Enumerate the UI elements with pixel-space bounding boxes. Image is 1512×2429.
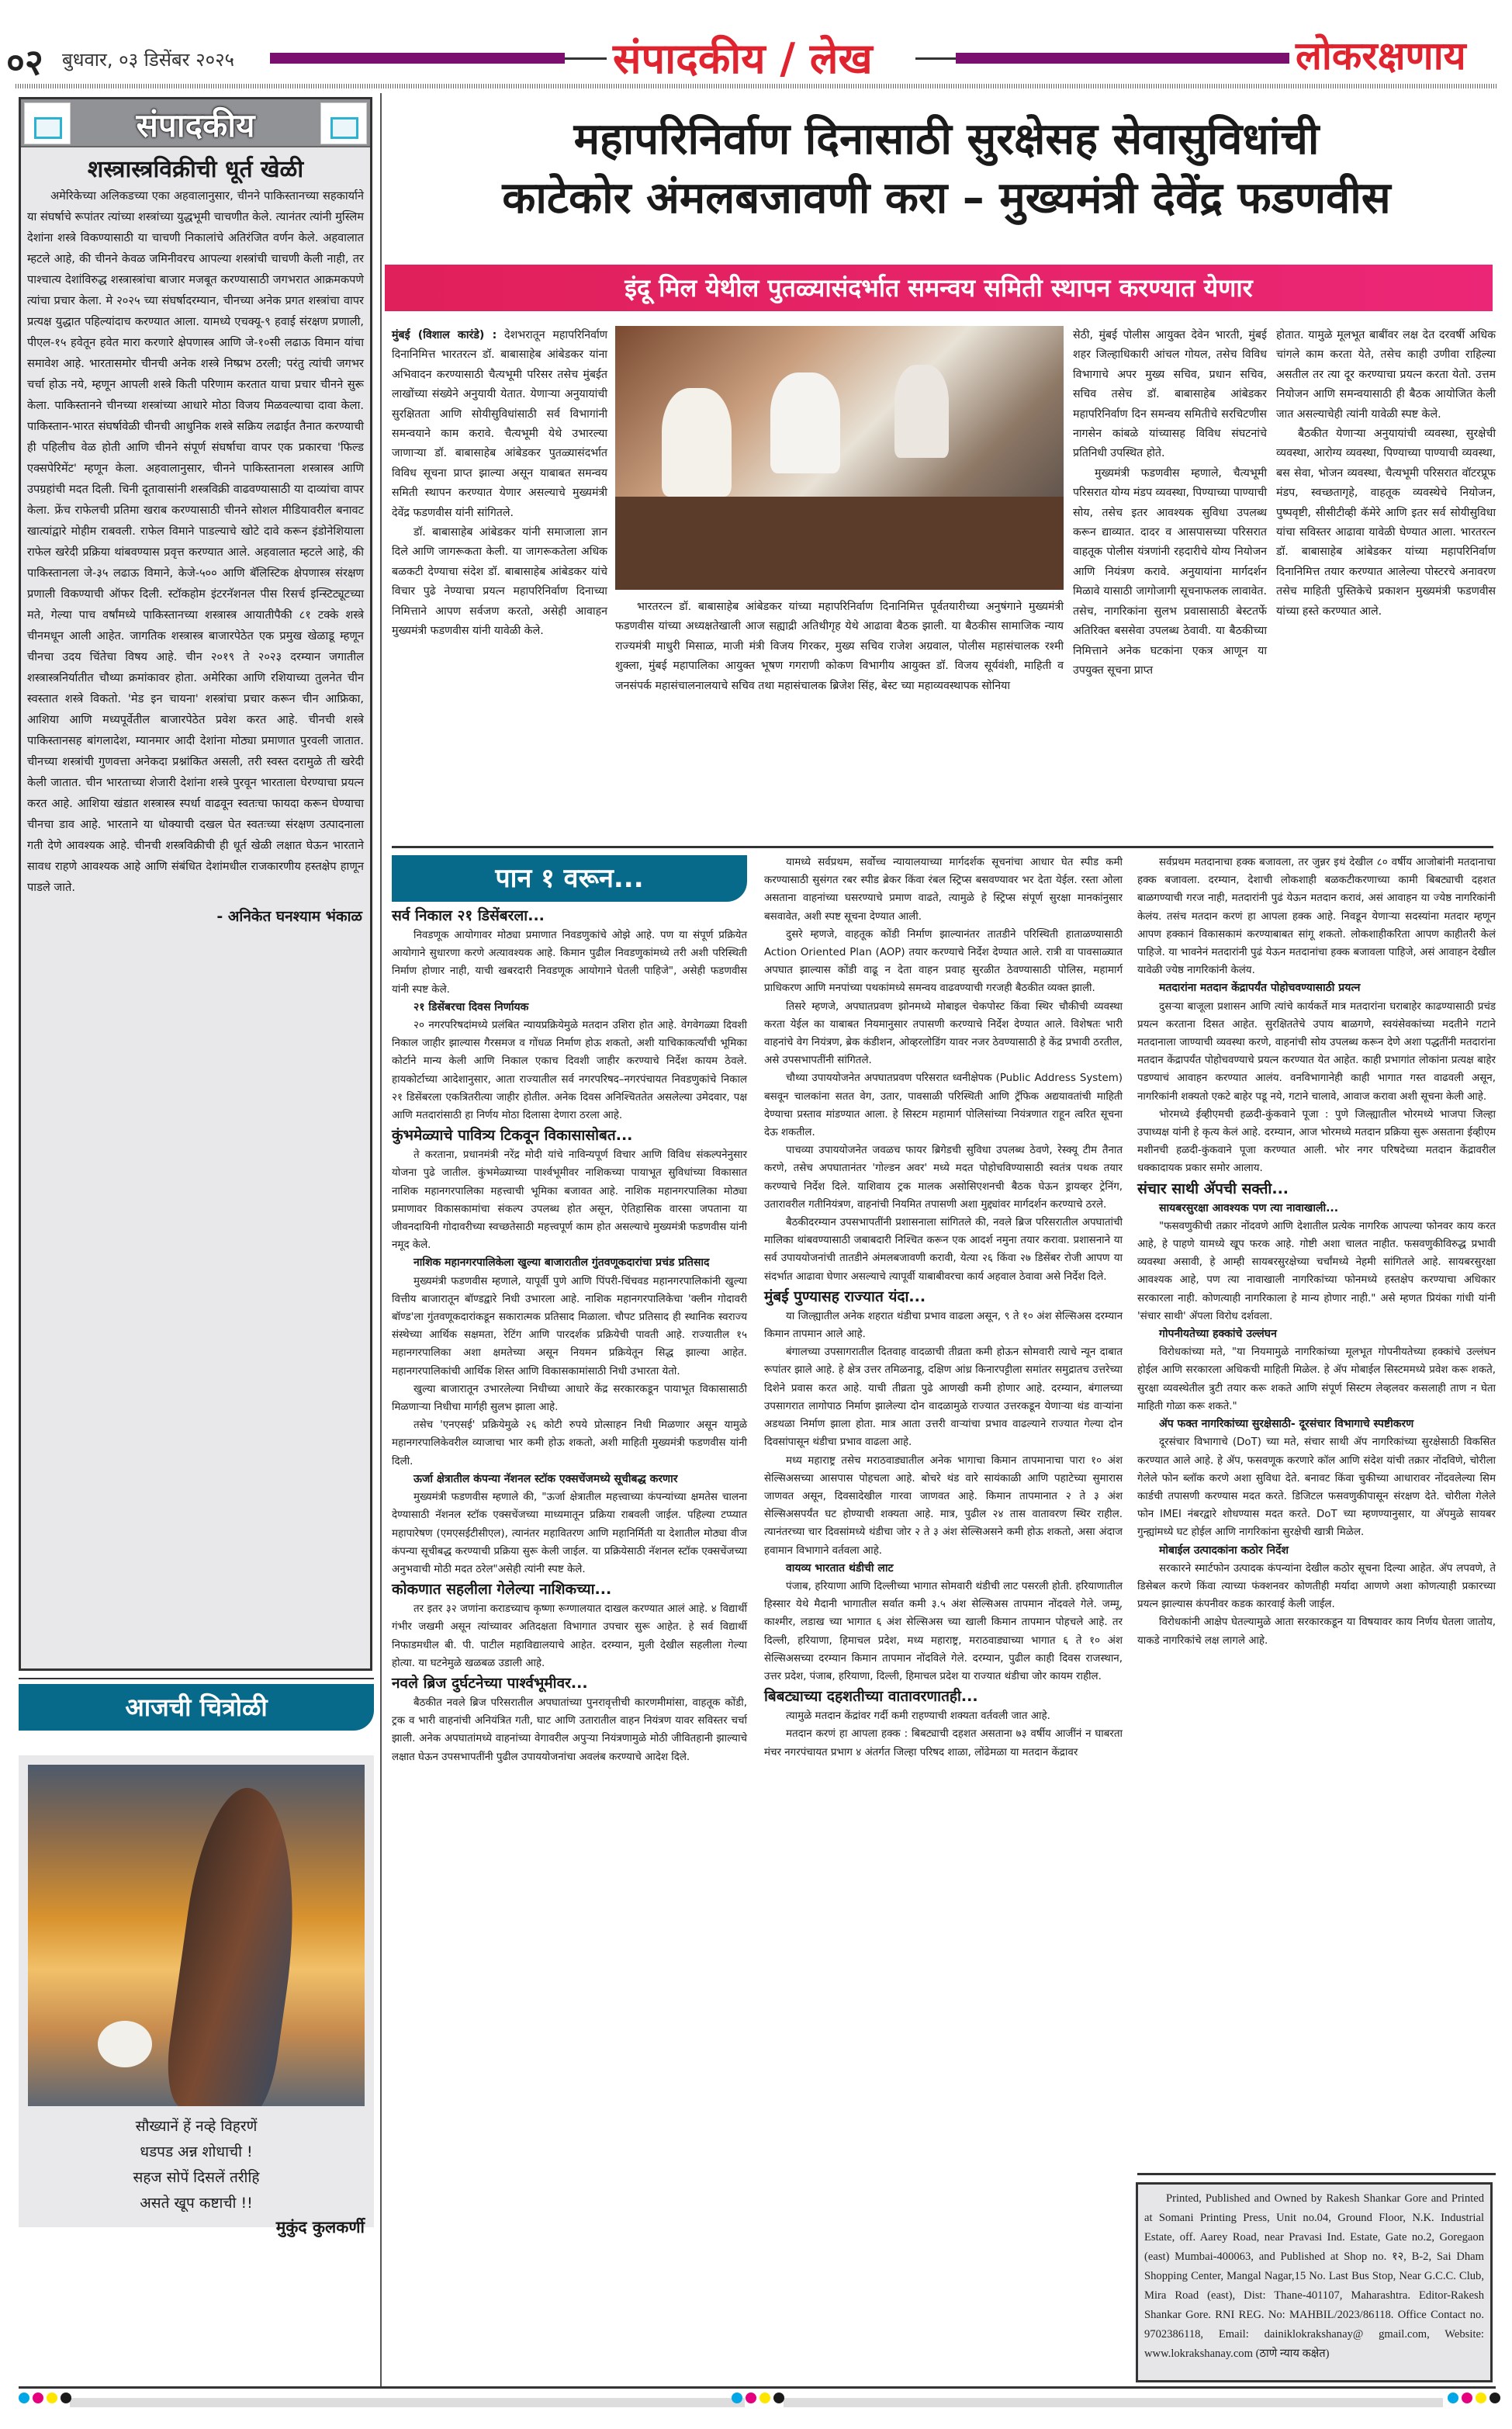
masthead-connector-left — [565, 57, 607, 60]
article-subheading: ॲप फक्त नागरिकांच्या सुरक्षेसाठी- दूरसंचार विभागाचे स्पष्टीकरण — [1159, 1418, 1414, 1431]
editorial-header — [21, 99, 370, 147]
article-paragraph: तिसरे म्हणजे, अपघातप्रवण झोनमध्ये मोबाइल चेकपोस्ट किंवा स्थिर चौकीची व्यवस्था करता येईल का याबाबत नियमानुसार तपासणी करण्याचे निर्देश देण्यात आले. विशेषतः भारी वाहनांचे वेग नियंत्रण, ब्रेक कंडीशन, ओव्हरलोडिंग यावर नजर ठेवण्यासाठी हे केंद्र प्रभावी ठरतील, असे उपसभापतींनी सांगितले. — [764, 1000, 1123, 1067]
article-subheading: ऊर्जा क्षेत्रातील कंपन्या नॅशनल स्टॉक एक्सचेंजमध्ये सूचीबद्ध करणार — [413, 1472, 678, 1485]
editorial-body: अमेरिकेच्या अलिकडच्या एका अहवालानुसार, चीनने पाकिस्तानच्या सहकार्याने या संघर्षाचे रूपांतर त्यांच्या शस्त्रांच्या युद्धभूमी चाचणीत केले. त्यानंतर त्यांनी मुस्लिम देशांना शस्त्रे विकण्यासाठी या चाचणी निकालांचे अतिरंजित वर्णन केले. अहवालात म्हटले आहे, की चीनने केवळ जमिनीवरच आपल्या शस्त्रांची चाचणी केली नाही, तर पाश्चात्य देशांविरुद्ध शस्त्रास्त्रांचा बाजार मजबूत करण्यासाठी जगभरात आक्रमकपणे त्यांचा प्रचार केला. मे २०२५ च्या संघर्षादरम्यान, चीनच्या अनेक प्रगत शस्त्रांचा वापर प्रत्यक्ष युद्धात पहिल्यांदाच करण्यात आला. यामध्ये एचक्यू-९ हवाई संरक्षण प्रणाली, पीएल-१५ हवेतून हवेत मारा करणारे क्षेपणास्त्र आणि जे-१०सी लढाऊ विमान यांचा समावेश आहे. भारतासमोर चीनची अनेक शस्त्रे निष्प्रभ ठरली; परंतु त्यांची जगभर चर्चा होऊ नये, म्हणून आपली शस्त्रे किती परिणाम करतात याचा प्रचार चीनने सुरू केला. पाकिस्तानने चीनच्या शस्त्रांच्या आधारे मोठा विजय मिळवल्याचा दावा केला. पाकिस्तान-भारत संघर्षावेळी चीनची आधुनिक शस्त्रे सक्रिय लढाईत तैनात करण्याची ही पहिलीच वेळ होती आणि चीनने संपूर्ण संघर्षाचा वापर एक प्रकारचा 'फिल्ड एक्सपेरिमेंट' म्हणून केला. अहवालानुसार, चीनने पाकिस्तानला शस्त्रास्त्र आणि उपग्रहांची मदत दिली. चिनी दूतावासांनी शस्त्रविक्री वाढवण्यासाठी या दाव्यांचा वापर केला. फ्रेंच राफेलची प्रतिमा खराब करण्यासाठी चीनने सोशल मीडियावरील बनावट खात्यांद्वारे मोहीम राबवली. राफेल विमाने पाडल्याचे खोटे दावे करून इंडोनेशियाला राफेल खरेदी प्रक्रिया थांबवण्यास प्रवृत्त करण्यात आले. अहवालात म्हटले आहे, की पाकिस्तानला जे-३५ लढाऊ विमाने, केजे-५०० आणि बॅलिस्टिक क्षेपणास्त्र संरक्षण प्रणाली विकण्याची ऑफर दिली. स्टॉकहोम इंटरनॅशनल पीस रिसर्च इन्स्टिट्यूटच्या मते, गेल्या पाच वर्षांमध्ये पाकिस्तानच्या शस्त्रास्त्र आयातीपैकी ८१ टक्के शस्त्रे चीनमधून आली आहेत. जागतिक शस्त्रास्त्र बाजारपेठेत एक प्रमुख खेळाडू म्हणून चीनचा उदय चिंतेचा विषय आहे. चीन २०१९ ते २०२३ दरम्यान जगातील शस्त्रास्त्रनिर्यातीत चौथ्या क्रमांकावर होता. अमेरिका आणि रशियाच्या तुलनेत चीन स्वस्तात शस्त्रे विकतो. 'मेड इन चायना' शस्त्रांचा प्रचार करून चीन आफ्रिका, आशिया आणि मध्यपूर्वेतील बाजारपेठेत प्रवेश करत आहे. चीनची शस्त्रे पाकिस्तानसह बांगलादेश, म्यानमार आदी देशांना मोठ्या प्रमाणात पुरवली जातात. चीनच्या शस्त्रांची गुणवत्ता अनेकदा प्रश्नांकित असली, तरी स्वस्त दरामुळे ती खरेदी केली जातात. चीन भारताच्या शेजारी देशांना शस्त्रे पुरवून भारताला घेरण्याचा प्रयत्न करत आहे. आशिया खंडात शस्त्रास्त्र स्पर्धा वाढवून स्वतःचा फायदा करून घेण्याचा चीनचा डाव आहे. भारताने या धोक्याची दखल घेत स्वतःच्या संरक्षण उत्पादनाला गती देणे आवश्यक आहे. चीनची शस्त्रविक्रीची ही धूर्त खेळी लक्षात घेऊन भारताने सावध राहणे आवश्यक आहे आणि संबंधित देशांमधील राजकारणीय हस्तक्षेप हाणून पाडले जाते. — [27, 189, 365, 894]
headline-line-1: महापरिनिर्वाण दिनासाठी सुरक्षेसह सेवासुविधांची — [573, 114, 1320, 165]
picture-section-header: आजची चित्रोळी — [19, 1684, 374, 1731]
lead-headline — [396, 110, 1497, 228]
article-subheading: गोपनीयतेच्या हक्कांचे उल्लंघन — [1159, 1328, 1277, 1341]
article-paragraph: पाचव्या उपाययोजनेत जवळच फायर ब्रिगेडची सुविधा उपलब्ध ठेवणे, रेस्क्यू टीम तैनात करणे, तसेच अपघातानंतर 'गोल्डन अवर' मध्ये मदत पोहोचविण्यासाठी स्वतंत्र पथक तयार करण्याचे निर्देश दिले. याशिवाय ट्रक मालक असोसिएशनची बैठक घेऊन ड्रायव्हर ट्रेनिंग, उतारावरील गतीनियंत्रण, वाहनांची नियमित तपासणी अशा मुद्द्यांवर मार्गदर्शन करण्याचे ठरले. — [764, 1145, 1123, 1211]
column-divider — [380, 93, 382, 2386]
footer-rule — [19, 2386, 1496, 2389]
editorial-title: शस्त्रास्त्रविक्रीची धूर्त खेळी — [87, 156, 304, 183]
lead-paragraph: भारतरत्न डॉ. बाबासाहेब आंबेडकर यांच्या महापरिनिर्वाण दिनानिमित्त पूर्वतयारीच्या अनुषंगाने मुख्यमंत्री फडणवीस यांच्या अध्यक्षतेखाली आज सह्याद्री अतिथीगृह येथे आढावा बैठक झाली. या बैठकीस सामाजिक न्याय राज्यमंत्री माधुरी मिसाळ, माजी मंत्री विजय गिरकर, मुख्य सचिव राजेश अग्रवाल, पोलीस महासंचालक रश्मी शुक्ला, मुंबई महापालिका आयुक्त भूषण गगराणी कोकण विभागीय आयुक्त डॉ. विजय सूर्यवंशी, माहिती व जनसंपर्क महासंचालनालयाचे सचिव तथा महासंचालक ब्रिजेश सिंह, बेस्ट च्या महाव्यवस्थापक सोनिया — [615, 601, 1064, 692]
editorial-header-label: संपादकीय — [136, 106, 255, 144]
continued-column-3 — [1137, 854, 1496, 1650]
article-paragraph: मुख्यमंत्री फडणवीस म्हणाले, यापूर्वी पुणे आणि पिंपरी-चिंचवड महानगरपालिकांनी खुल्या वित्तीय बाजारातून बॉण्डद्वारे निधी उभारला आहे. नाशिक महानगरपालिकेचा 'क्लीन गोदावरी बॉण्ड'ला गुंतवणूकदारांकडून सकारात्मक प्रतिसाद मिळाला. चौपट प्रतिसाद ही स्थानिक स्वराज्य संस्थेच्या आर्थिक सक्षमता, रेटिंग आणि पारदर्शक प्रक्रियेची पावती आहे. राज्यातील १५ महानगरपालिका अशा क्षमतेच्या असून नियमन प्रक्रियेतून सिद्ध झाल्या आहेत. महानगरपालिकांची आर्थिक शिस्त आणि विकासकामांसाठी निधी उभारता येतो. — [392, 1275, 747, 1377]
article-paragraph: मुख्यमंत्री फडणवीस म्हणाले की, "ऊर्जा क्षेत्रातील महत्त्वाच्या कंपन्यांच्या क्षमतेस चालना देण्यासाठी नॅशनल स्टॉक एक्सचेंजच्या माध्यमातून प्रक्रिया राबवली जाईल. पहिल्या टप्प्यात महापारेषण (एमएसईटीसीएल), त्यानंतर महावितरण आणि महानिर्मिती या देशातील मोठ्या वीज कंपन्या सूचीबद्ध करण्याची प्रक्रिया सुरू केली जाईल. या प्रक्रियेसाठी नॅशनल स्टॉक एक्सचेंजच्या अनुभवाची मोठी मदत ठरेल"असेही त्यांनी स्पष्ट केले. — [392, 1492, 747, 1575]
editorial-signature: - अनिकेत घनश्याम भंकाळ — [216, 908, 362, 925]
article-subheading: नवले ब्रिज दुर्घटनेच्या पार्श्वभूमीवर... — [392, 1674, 588, 1692]
article-paragraph: चौथ्या उपाययोजनेत अपघातप्रवण परिसरात ध्वनीक्षेपक (Public Address System) बसवून चालकांना सतत वेग, उतार, पावसाळी परिस्थिती आणि ट्रॅफिक अद्ययावतांची माहिती देण्याचा प्रस्ताव मांडण्यात आला. हे सिस्टम महामार्ग पोलिसांच्या नियंत्रणात राहून त्वरित सूचना देऊ शकतील. — [764, 1072, 1123, 1139]
magenta-dot — [33, 2393, 43, 2403]
lead-column-1 — [392, 326, 607, 642]
black-dot — [773, 2393, 784, 2403]
poem-line: धडपड अन्न शोधाची ! — [140, 2143, 253, 2160]
article-paragraph: त्यामुळे मतदान केंद्रांवर गर्दी कमी राहण्याची शक्यता वर्तवली जात आहे. — [786, 1710, 1050, 1723]
lead-paragraph: सेठी, मुंबई पोलीस आयुक्त देवेन भारती, मुंबई शहर जिल्हाधिकारी आंचल गोयल, तसेच विविध विभागाचे अपर मुख्य सचिव, प्रधान सचिव, सचिव तसेच डॉ. बाबासाहेब आंबेडकर महापरिनिर्वाण दिन समन्वय समितीचे सरचिटणीस नागसेन कांबळे यांच्यासह विविध संघटनांचे प्रतिनिधी उपस्थित होते. — [1073, 329, 1267, 460]
lead-paragraph: मुख्यमंत्री फडणवीस म्हणाले, चैत्यभूमी परिसरात योग्य मंडप व्यवस्था, पिण्याच्या पाण्याची सोय, तसेच इतर आवश्यक सुविधा उपलब्ध करून द्याव्यात. दादर व आसपासच्या परिसरात वाहतूक पोलीस यंत्रणांनी रहदारीचे योग्य नियोजन आणि नियंत्रण करावे. अनुयायांना मार्गदर्शन मिळावे यासाठी जागोजागी सूचनाफलक लावावेत. तसेच, नागरिकांना सुलभ प्रवासासाठी बेस्टतर्फे अतिरिक्त बससेवा उपलब्ध ठेवावी. या बैठकीच्या निमित्ताने अनेक घटकांना एकत्र आणून या उपयुक्त सूचना प्राप्त — [1073, 466, 1267, 677]
picture-section — [19, 1755, 374, 2237]
article-paragraph: ते करताना, प्रधानमंत्री नरेंद्र मोदी यांचे नाविन्यपूर्ण विचार आणि विविध संकल्पनेनुसार योजना पुढे जातील. कुंभमेळ्याच्या पार्श्वभूमीवर नाशिकच्या पायाभूत सुविधांच्या विकासात नाशिक महानगरपालिका महत्त्वाची भूमिका बजावत आहे. नाशिक महानगरपालिका मोठ्या प्रमाणावर विकासकामांचा संकल्प उपलब्ध होत असून, ऐतिहासिक वारसा जपताना या जीवनदायिनी गोदावरीच्या स्वच्छतेसाठी महत्त्वपूर्ण काम होत असल्याचे मुख्यमंत्री फडणवीस यांनी नमूद केले. — [392, 1149, 747, 1252]
divider — [19, 1678, 374, 1679]
section-divider — [392, 846, 1493, 848]
article-paragraph: भोरमध्ये ईव्हीएमची हळदी-कुंकवाने पूजा : पुणे जिल्ह्यातील भोरमध्ये भाजपा जिल्हा उपाध्यक्ष यांनी हे कृत्य केलं आहे. दरम्यान, आज भोरमध्ये मतदान प्रक्रिया सुरू असताना ईव्हीएम मशीनची हळदी-कुंकवाने पूजा करण्यात आली. भोर नगर परिषदेच्या मतदान केंद्रावरील धक्कादायक प्रकार समोर आलाय. — [1137, 1108, 1496, 1175]
article-subheading: कुंभमेळ्याचे पावित्र्य टिकवून विकासासोबत... — [392, 1127, 633, 1145]
article-paragraph: या जिल्ह्यातील अनेक शहरात थंडीचा प्रभाव वाढला असून, ९ ते १० अंश सेल्सिअस दरम्यान किमान तापमान आले आहे. — [764, 1310, 1123, 1341]
divider — [1137, 2173, 1496, 2175]
article-paragraph: बैठकीत नवले ब्रिज परिसरातील अपघातांच्या पुनरावृत्तीची कारणमीमांसा, वाहतूक कोंडी, ट्रक व भारी वाहनांची अनियंत्रित गती, घाट आणि उतारातील वाहन नियंत्रण यावर सविस्तर चर्चा झाली. अनेक अपघातांमध्ये वाहनांच्या वेगावरील अपुऱ्या नियंत्रणामुळे मोठी जीवितहानी झाल्याचे लक्षात घेऊन उपसभापतींनी पुढील उपाययोजनांचा अवलंब करण्याचे आदेश दिले. — [392, 1696, 747, 1763]
cmyk-registration-marks — [19, 2393, 71, 2403]
article-subheading: कोकणात सहलीला गेलेल्या नाशिकच्या... — [392, 1581, 612, 1599]
article-paragraph: मध्य महाराष्ट्र तसेच मराठवाड्यातील अनेक भागाचा किमान तापमानाचा पारा १० अंश सेल्सिअसच्या आसपास पोहचला आहे. बोचरे थंड वारे सायंकाळी आणि पहाटेच्या सुमारास जाणवत असून, दिवसादेखील गारवा जाणवत आहे. किमान तापमानात २ ते ३ अंश सेल्सिअसपर्यंत घट होण्याची शक्यता आहे. मात्र, पुढील २४ तास वातावरण स्थिर राहील. त्यानंतरच्या चार दिवसांमध्ये थंडीचा जोर २ ते ३ अंश सेल्सिअसने कमी होऊ शकतो, असा अंदाज हवामान विभागाने वर्तवला आहे. — [764, 1454, 1123, 1557]
article-paragraph: तर इतर ३२ जणांना कराडच्याच कृष्णा रूग्णालयात दाखल करण्यात आलं आहे. ४ विद्यार्थी गंभीर जखमी असून त्यांच्यावर अतिदक्षता विभागात उपचार सुरू आहेत. हे सर्व विद्यार्थी निफाडमधील बी. पी. पाटील महाविद्यालयाचे आहेत. दरम्यान, मुली देखील सहलीला गेल्या होत्या. या घटनेमुळे खळबळ उडाली आहे. — [392, 1603, 747, 1669]
lead-paragraph: होतात. यामुळे मूलभूत बाबींवर लक्ष देत दरवर्षी अधिक चांगले काम करता येते, तसेच काही उणीवा राहिल्या असतील तर त्या दूर करण्याचा प्रयत्न करता येतो. उत्तम नियोजन आणि समन्वयासाठी ही बैठक आयोजित केली जात असल्याचेही त्यांनी यावेळी स्पष्ट केले. — [1276, 329, 1496, 421]
yellow-dot — [47, 2393, 57, 2403]
article-paragraph: यामध्ये सर्वप्रथम, सर्वोच्च न्यायालयाच्या मार्गदर्शक सूचनांचा आधार घेत स्पीड कमी करण्यासाठी सुसंगत रबर स्पीड ब्रेकर किंवा रंबल स्ट्रिप्स बसवण्यावर भर देता येईल. रस्ता ओला असताना वाहनांच्या घसरण्याचे प्रमाण वाढते, त्यामुळे हे स्ट्रिप्स संपूर्ण सुरक्षा मानकांनुसार बसवावेत, अशी स्पष्ट सूचना देण्यात आली. — [764, 857, 1123, 923]
yellow-dot — [1476, 2393, 1486, 2403]
yellow-dot — [759, 2393, 770, 2403]
article-subheading: मतदारांना मतदान केंद्रापर्यंत पोहोचवण्यासाठी प्रयत्न — [1159, 982, 1361, 995]
lead-column-4 — [1276, 326, 1496, 622]
photo-person — [894, 365, 949, 458]
article-subheading: संचार साथी ॲपची सक्ती... — [1137, 1180, 1289, 1197]
article-subheading: सायबरसुरक्षा आवश्यक पण त्या नावाखाली... — [1159, 1201, 1339, 1214]
poem-line: असते खूप कष्टाची !! — [140, 2195, 253, 2212]
imprint-box: Printed, Published and Owned by Rakesh Shankar Gore and Printed at Somani Printing Press, Unit no.04, Ground Floor, N.K. Industrial Estate, off. Aarey Road, near Pravasi Ind. Estate, Gate no.2, Goregaon (east) Mumbai-400063, and Published at Shop no. १२, B-2, Sai Dham Shopping Center, Mangal Nagar,15 No. Last Bus Stop, Near G.C.C. Club, Mira Road (east), Dist: Thane-401107, Maharashtra. Editor-Rakesh Shankar Gore. RNI REG. No: MAHBIL/2023/86118. Office Contact no. 9702386118, Email: dainiklokrakshanay@ gmail.com, Website: www.lokrakshanay.com (ठाणे न्याय कक्षेत) — [1136, 2182, 1493, 2382]
cmyk-registration-marks — [732, 2393, 784, 2403]
lead-paragraph: डॉ. बाबासाहेब आंबेडकर यांनी समाजाला ज्ञान दिले आणि जागरूकता केली. या जागरूकतेला अधिक बळकटी देण्याचा संदेश डॉ. बाबासाहेब आंबेडकर यांचे विचार पुढे नेण्याचा प्रयत्न महापरिनिर्वाण दिनाच्या निमित्ताने आपण सर्वजण करतो, असेही आवाहन मुख्यमंत्री फडणवीस यांनी यावेळी केले. — [392, 526, 607, 638]
cyan-dot — [732, 2393, 742, 2403]
black-dot — [1490, 2393, 1500, 2403]
section-title: संपादकीय / लेख — [613, 34, 873, 83]
lead-column-3 — [1073, 326, 1267, 681]
article-paragraph: खुल्या बाजारातून उभारलेल्या निधीच्या आधारे केंद्र सरकारकडून पायाभूत विकासासाठी मिळणाऱ्या निधीचा मार्गही सुलभ झाला आहे. — [392, 1383, 747, 1414]
eagle-sunset-image — [28, 1765, 365, 2106]
lead-paragraph: देशभरातून महापरिनिर्वाण दिनानिमित्त भारतरत्न डॉ. बाबासाहेब आंबेडकर यांना अभिवादन करण्यासाठी चैत्यभूमी परिसर तसेच मुंबईत लाखोंच्या संख्येने अनुयायी येतात. येणाऱ्या अनुयायांची सुरक्षितता आणि सोयीसुविधांसाठी सर्व विभागांनी समन्वयाने काम करावे. चैत्यभूमी येथे उभारल्या जाणाऱ्या डॉ. बाबासाहेब आंबेडकर पुतळ्यासंदर्भात विविध सूचना प्राप्त झाल्या असून याबाबत समन्वय समिती स्थापन करण्यात येणार असल्याचे मुख्यमंत्री देवेंद्र फडणवीस यांनी सांगितले. — [392, 329, 608, 519]
headline-line-2: काटेकोर अंमलबजावणी करा – मुख्यमंत्री देवेंद्र फडणवीस — [502, 173, 1391, 223]
article-paragraph: तसेच 'एनएसई' प्रक्रियेमुळे २६ कोटी रुपये प्रोत्साहन निधी मिळणार असून यामुळे महानगरपालिकेवरील व्याजाचा भार कमी होऊ शकतो, अशी माहिती मुख्यमंत्री फडणवीस यांनी दिली. — [392, 1419, 747, 1467]
article-paragraph: मतदान करणं हा आपला हक्क : बिबट्याची दहशत असताना ७३ वर्षीय आजींनं न घाबरता मंचर नगरपंचायत प्रभाग ४ अंतर्गत जिल्हा परिषद शाळा, लोंढेमळा या मतदान केंद्रावर — [764, 1728, 1123, 1759]
cmyk-registration-marks — [1448, 2393, 1500, 2403]
brand-logo: लोकरक्षणाय — [1296, 33, 1466, 78]
editorial-box — [19, 97, 372, 1671]
quill-icon — [320, 102, 367, 144]
photo-person — [662, 388, 732, 497]
poet-name: मुकुंद कुलकर्णी — [275, 2218, 365, 2237]
cyan-dot — [19, 2393, 29, 2403]
eagle-wing — [161, 1782, 313, 2106]
eagle-head — [98, 2021, 152, 2067]
continued-header: पान १ वरून... — [392, 855, 747, 902]
article-subheading: वायव्य भारतात थंडीची लाट — [786, 1561, 894, 1575]
lead-column-2 — [615, 598, 1064, 696]
article-paragraph: विरोधकांच्या मते, "या नियमामुळे नागरिकांच्या मूलभूत गोपनीयतेच्या हक्कांचे उल्लंघन होईल आणि सरकारला अधिकची माहिती मिळेल. हे ॲप मोबाईल सिस्टममध्ये प्रवेश करू शकते, सुरक्षा व्यवस्थेतील त्रुटी तयार करू शकते आणि संपूर्ण सिस्टम लेव्हलवर कसलाही ताण न घेता माहिती गोळा करू शकते." — [1137, 1346, 1496, 1412]
article-paragraph: निवडणूक आयोगावर मोठ्या प्रमाणात निवडणुकांचे ओझे आहे. पण या संपूर्ण प्रक्रियेत आयोगाने सुधारणा करणे अत्यावश्यक आहे. किमान पुढील निवडणुकांमध्ये तरी अशी परिस्थिती निर्माण होणार नाही, याची खबरदारी निवडणूक आयोगाने घेतली पाहिजे", असेही फडणवीस यांनी स्पष्ट केले. — [392, 930, 747, 996]
black-dot — [61, 2393, 71, 2403]
article-paragraph: दूरसंचार विभागाचे (DoT) च्या मते, संचार साथी ॲप नागरिकांच्या सुरक्षेसाठी विकसित करण्यात आले आहे. हे ॲप, फसवणूक करणारे कॉल आणि संदेश यांची तक्रार नोंदविणे, चोरीला गेलेले फोन ब्लॉक करणे अशा सुविधा देते. बनावट किंवा चुकीच्या आधारावर नोंदवलेल्या सिम कार्डची तपासणी करण्यास मदत करते. डिजिटल फसवणुकीपासून संरक्षण देते. चोरीला गेलेले फोन IMEI नंबरद्वारे शोधण्यास मदत करते. DoT च्या म्हणण्यानुसार, या ॲपमुळे सायबर गुन्ह्यांमध्ये घट होईल आणि नागरिकांना सुरक्षेची खात्री मिळेल. — [1137, 1436, 1496, 1539]
article-paragraph: सर्वप्रथम मतदानाचा हक्क बजावला, तर जुन्नर इथं देखील ८० वर्षीय आजोबांनी मतदानाचा हक्क बजावला. दरम्यान, देशाची लोकशाही बळकटीकरणाच्या कामी बिबट्याची दहशत बाळगण्याची गरज नाही, मतदारांनी पुढं येऊन मतदान करावं, असं आवाहन या ज्येष्ठ नागरिकांनी केलंय. तसंच मतदान करणं हा आपला हक्क आहे. निवडून येणाऱ्या सदस्यांना मतदार म्हणून आपण हक्कानं विकासकामं करण्याबाबत सांगू शकतो. लोकशाहीकरिता आपण काहीतरी केलं पाहिजे. या भावनेनं मतदारांनी पुढं येऊन मतदानांचा हक्क बजावला पाहिजे, असं आवाहन देखील यावेळी ज्येष्ठ नागरिकांनी केलंय. — [1137, 857, 1496, 977]
cyan-dot — [1448, 2393, 1458, 2403]
article-paragraph: बंगालच्या उपसागरातील दितवाह वादळाची तीव्रता कमी होऊन सोमवारी त्याचे न्यून दाबात रूपांतर झाले आहे. हे क्षेत्र उत्तर तमिळनाडू, दक्षिण आंध्र किनारपट्टीला समांतर समुद्रातच उत्तरेच्या दिशेने प्रवास करत आहे. याची तीव्रता पुढे आणखी कमी होणार आहे. दरम्यान, बंगालच्या उपसागरात लागोपाठ निर्माण झालेल्या दोन वादळामुळे राज्यात उत्तरकडून येणाऱ्या थंड वाऱ्यांना अडथळा निर्माण झाला होता. मात्र आता उत्तरी वाऱ्यांचा प्रभाव वाढल्याने राज्यात गेल्या दोन दिवसांपासून थंडीचा प्रभाव वाढला आहे. — [764, 1346, 1123, 1449]
masthead-divider — [16, 84, 1497, 88]
masthead-bar-left — [270, 53, 565, 64]
poem — [19, 2114, 374, 2216]
issue-date: बुधवार, ०३ डिसेंबर २०२५ — [62, 49, 235, 71]
magenta-dot — [746, 2393, 756, 2403]
poem-line: सहज सोपें दिसलें तरीहि — [133, 2169, 260, 2186]
masthead-bar-right — [956, 53, 1289, 64]
continued-column-1 — [392, 905, 747, 1766]
lead-paragraph: बैठकीत येणाऱ्या अनुयायांची व्यवस्था, सुरक्षेची व्यवस्था, आरोग्य व्यवस्था, पिण्याच्या पाण्याची व्यवस्था, बस सेवा, भोजन व्यवस्था, चैत्यभूमी परिसरात वॉटरप्रूफ मंडप, स्वच्छतागृहे, वाहतूक व्यवस्थेचे नियोजन, पुष्पवृष्टी, सीसीटीव्ही कॅमेरे आणि इतर सर्व सोयीसुविधा यांचा सविस्तर आढावा यावेळी घेण्यात आला. भारतरत्न डॉ. बाबासाहेब आंबेडकर यांच्या महापरिनिर्वाण दिनानिमित्त तयार करण्यात आलेल्या पोस्टरचे अनावरण तसेच माहिती पुस्तिकेचे प्रकाशन मुख्यमंत्री फडणवीस यांच्या हस्ते करण्यात आले. — [1276, 428, 1496, 618]
article-subheading: मोबाईल उत्पादकांना कठोर निर्देश — [1159, 1544, 1289, 1557]
photo-person — [770, 372, 840, 473]
article-paragraph: सरकारने स्मार्टफोन उत्पादक कंपन्यांना देखील कठोर सूचना दिल्या आहेत. ॲप लपवणे, ते डिसेबल करणे किंवा त्याच्या फंक्शनवर कोणतीही मर्यादा आणणे अशा कोणत्याही प्रकारच्या प्रयत्न झाल्यास कंपनीवर कडक कारवाई केली जाईल. — [1137, 1562, 1496, 1611]
article-paragraph: बैठकीदरम्यान उपसभापतींनी प्रशासनाला सांगितले की, नवले ब्रिज परिसरातील अपघातांची मालिका थांबवण्यासाठी जबाबदारी निश्चित करून एक आदर्श नमुना तयार करावा. प्रशासनाने या सर्व उपाययोजनांची तातडीने अंमलबजावणी करावी, येत्या २६ किंवा २७ डिसेंबर रोजी आपण या संदर्भात आढावा घेणार असल्याचे त्यापूर्वी याबाबीवरचा कार्य अहवाल ठेवावा असे निर्देश दिले. — [764, 1217, 1123, 1283]
lead-subheadline: इंदू मिल येथील पुतळ्यासंदर्भात समन्वय समिती स्थापन करण्यात येणार — [385, 265, 1493, 311]
article-paragraph: २० नगरपरिषदांमध्ये प्रलंबित न्यायप्रक्रियेमुळे मतदान उशिरा होत आहे. वेगवेगळ्या दिवशी निकाल जाहीर झाल्यास गैरसमज व गोंधळ निर्माण होऊ शकतो, अशी याचिकाकर्त्यांची भूमिका कोर्टाने मान्य केली आणि निकाल एकाच दिवशी जाहीर करण्याचे निर्देश कायम ठेवले. हायकोर्टाच्या आदेशानुसार, आता राज्यातील सर्व नगरपरिषद–नगरपंचायत निवडणुकांचे निकाल २१ डिसेंबरला एकत्रितरीत्या जाहीर होतील. अनेक दिवस अनिश्चिततेत असलेल्या उमेदवार, पक्ष आणि मतदारांसाठी हा निर्णय मोठा दिलासा देणारा ठरला आहे. — [392, 1020, 747, 1122]
article-paragraph: विरोधकांनी आक्षेप घेतल्यामुळे आता सरकारकडून या विषयावर काय निर्णय घेतला जातोय, याकडे नागरिकांचे लक्ष लागले आहे. — [1137, 1616, 1496, 1647]
article-subheading: २१ डिसेंबरचा दिवस निर्णायक — [413, 1000, 529, 1014]
meeting-photo — [615, 326, 1064, 590]
magenta-dot — [1462, 2393, 1472, 2403]
masthead — [0, 0, 1512, 87]
article-subheading: बिबट्याच्या दहशतीच्या वातावरणातही... — [764, 1688, 978, 1706]
photo-table — [615, 497, 1064, 590]
article-paragraph: "फसवणुकीची तक्रार नोंदवणे आणि देशातील प्रत्येक नागरिक आपल्या फोनवर काय करत आहे, हे पाहणे यामध्ये खूप फरक आहे. गोष्टी अशा चालत नाहीत. फसवणुकीविरुद्ध प्रभावी व्यवस्था असावी, हे आम्ही सायबरसुरक्षेच्या चर्चांमध्ये नेहमी सांगितले आहे. सायबरसुरक्षा आवश्यक आहे, पण त्या नावाखाली नागरिकांच्या फोनमध्ये हस्तक्षेप करण्याचा अधिकार सरकारला नाही. कोणत्याही नागरिकाला हे मान्य होणार नाही." असे म्हणत प्रियंका गांधी यांनी 'संचार साथी' ॲपला विरोध दर्शवला. — [1137, 1220, 1496, 1322]
footer-bar — [70, 2398, 745, 2407]
continued-column-2 — [764, 854, 1123, 1762]
poem-line: सौख्यानें हें नव्हे विहरणें — [135, 2118, 258, 2135]
article-subheading: नाशिक महानगरपालिकेला खुल्या बाजारातील गुंतवणूकदारांचा प्रचंड प्रतिसाद — [413, 1256, 710, 1270]
dateline: मुंबई (विशाल कारंडे) : — [392, 329, 497, 341]
article-subheading: सर्व निकाल २१ डिसेंबरला... — [392, 907, 545, 924]
article-subheading: मुंबई पुण्यासह राज्यात यंदा... — [764, 1287, 926, 1305]
article-paragraph: दुसऱ्या बाजूला प्रशासन आणि त्यांचे कार्यकर्ते मात्र मतदारांना घराबाहेर काढण्यासाठी प्रचंड प्रयत्न करताना दिसत आहेत. सुरक्षिततेचे उपाय बाळगणे, स्वयंसेवकांच्या मदतीने गटाने मतदानाला जाण्याची व्यवस्था करणे, वाहनांची सोय उपलब्ध करून देणे अशा पद्धतींनी मतदारांना मतदान केंद्रापर्यंत पोहोचवण्याचे प्रयत्न करण्यात येत आहेत. काही प्रभागांत लोकांना प्रत्यक्ष बाहेर पडण्याचं आवाहन करण्यात आलंय. वनविभागानेही काही भागात गस्त वाढवली असून, नागरिकांनी शक्यतो एकटे बाहेर पडू नये, गटाने चालावे, आवाज करावा अशी सूचना केली आहे. — [1137, 1000, 1496, 1103]
article-paragraph: दुसरे म्हणजे, वाहतूक कोंडी निर्माण झाल्यानंतर तातडीने परिस्थिती हाताळण्यासाठी Action Oriented Plan (AOP) तयार करण्याचे निर्देश देण्यात आले. रात्री वा पावसाळ्यात अपघात झाल्यास कोंडी वाढू न देता वाहन प्रवाह सुरळीत ठेवण्यासाठी पोलिस, महामार्ग प्राधिकरण आणि मनपांच्या पथकांमध्ये समन्वय वाढवण्याची गरजही बैठकीत व्यक्त झाली. — [764, 928, 1123, 995]
page-number: ०२ — [6, 42, 43, 82]
masthead-connector-right — [915, 57, 956, 60]
article-paragraph: पंजाब, हरियाणा आणि दिल्लीच्या भागात सोमवारी थंडीची लाट पसरली होती. हरियाणातील हिस्सार येथे मैदानी भागातील सर्वात कमी ३.५ अंश सेल्सिअस तापमान नोंदवले गेले. जम्मू, काश्मीर, लडाख च्या भागात ६ अंश सेल्सिअस च्या खाली किमान तापमान पोहचले आहे. तर दिल्ली, हरियाणा, हिमाचल प्रदेश, मध्य महाराष्ट्र, मराठवाड्याच्या भागात ६ ते १० अंश सेल्सिअसच्या दरम्यान किमान तापमान नोंदविले गेले. दरम्यान, पुढील काही दिवस राजस्थान, उत्तर प्रदेश, पंजाब, हरियाणा, दिल्ली, हिमाचल प्रदेश या राज्यात थंडीचा जोर कायम राहील. — [764, 1580, 1123, 1682]
footer-bar — [784, 2398, 1443, 2407]
